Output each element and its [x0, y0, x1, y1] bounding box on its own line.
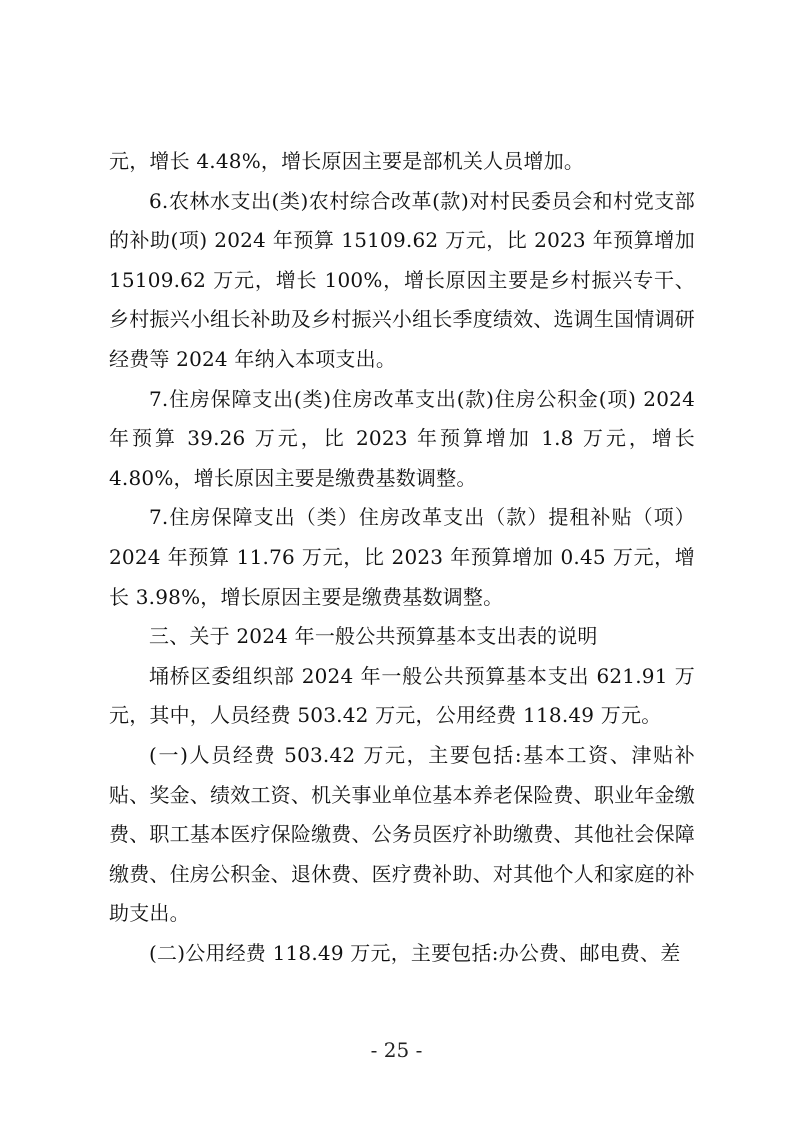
- page-number: - 25 -: [370, 1038, 423, 1062]
- paragraph-basic-expenditure: 埇桥区委组织部 2024 年一般公共预算基本支出 621.91 万元，其中，人员经费 503.42 万元，公用经费 118.49 万元。: [109, 663, 695, 728]
- paragraph-personnel-expenses: (一)人员经费 503.42 万元，主要包括:基本工资、津贴补贴、奖金、绩效工资、机关事业单位基本养老保险费、职业年金缴费、职工基本医疗保险缴费、公务员医疗补助缴费、其他社会保障缴费、住房公积金、退休费、医疗费补助、对其他个人和家庭的补助支出。: [109, 742, 695, 926]
- paragraph-continuation: 元，增长 4.48%，增长原因主要是部机关人员增加。: [109, 149, 585, 173]
- paragraph-public-expenses: (二)公用经费 118.49 万元，主要包括:办公费、邮电费、差: [149, 940, 681, 965]
- paragraph-item-7-housing-fund: 7.住房保障支出(类)住房改革支出(款)住房公积金(项) 2024 年预算 39.26 万元，比 2023 年预算增加 1.8 万元，增长 4.80%，增长原因主要是缴费基数调整。: [109, 386, 695, 490]
- paragraph-item-7-rent-subsidy: 7.住房保障支出（类）住房改革支出（款）提租补贴（项）2024 年预算 11.76 万元，比 2023 年预算增加 0.45 万元，增长 3.98%，增长原因主要是缴费基数调整。: [109, 505, 695, 609]
- document-body: [109, 142, 695, 973]
- section-heading-3: 三、关于 2024 年一般公共预算基本支出表的说明: [149, 624, 598, 649]
- paragraph-item-6: 6.农林水支出(类)农村综合改革(款)对村民委员会和村党支部的补助(项) 2024 年预算 15109.62 万元，比 2023 年预算增加 15109.62 万元，增长 100%，增长原因主要是乡村振兴专干、乡村振兴小组长补助及乡村振兴小组长季度绩效、选调生国情调研经费等 2024 年纳入本项支出。: [109, 188, 695, 371]
